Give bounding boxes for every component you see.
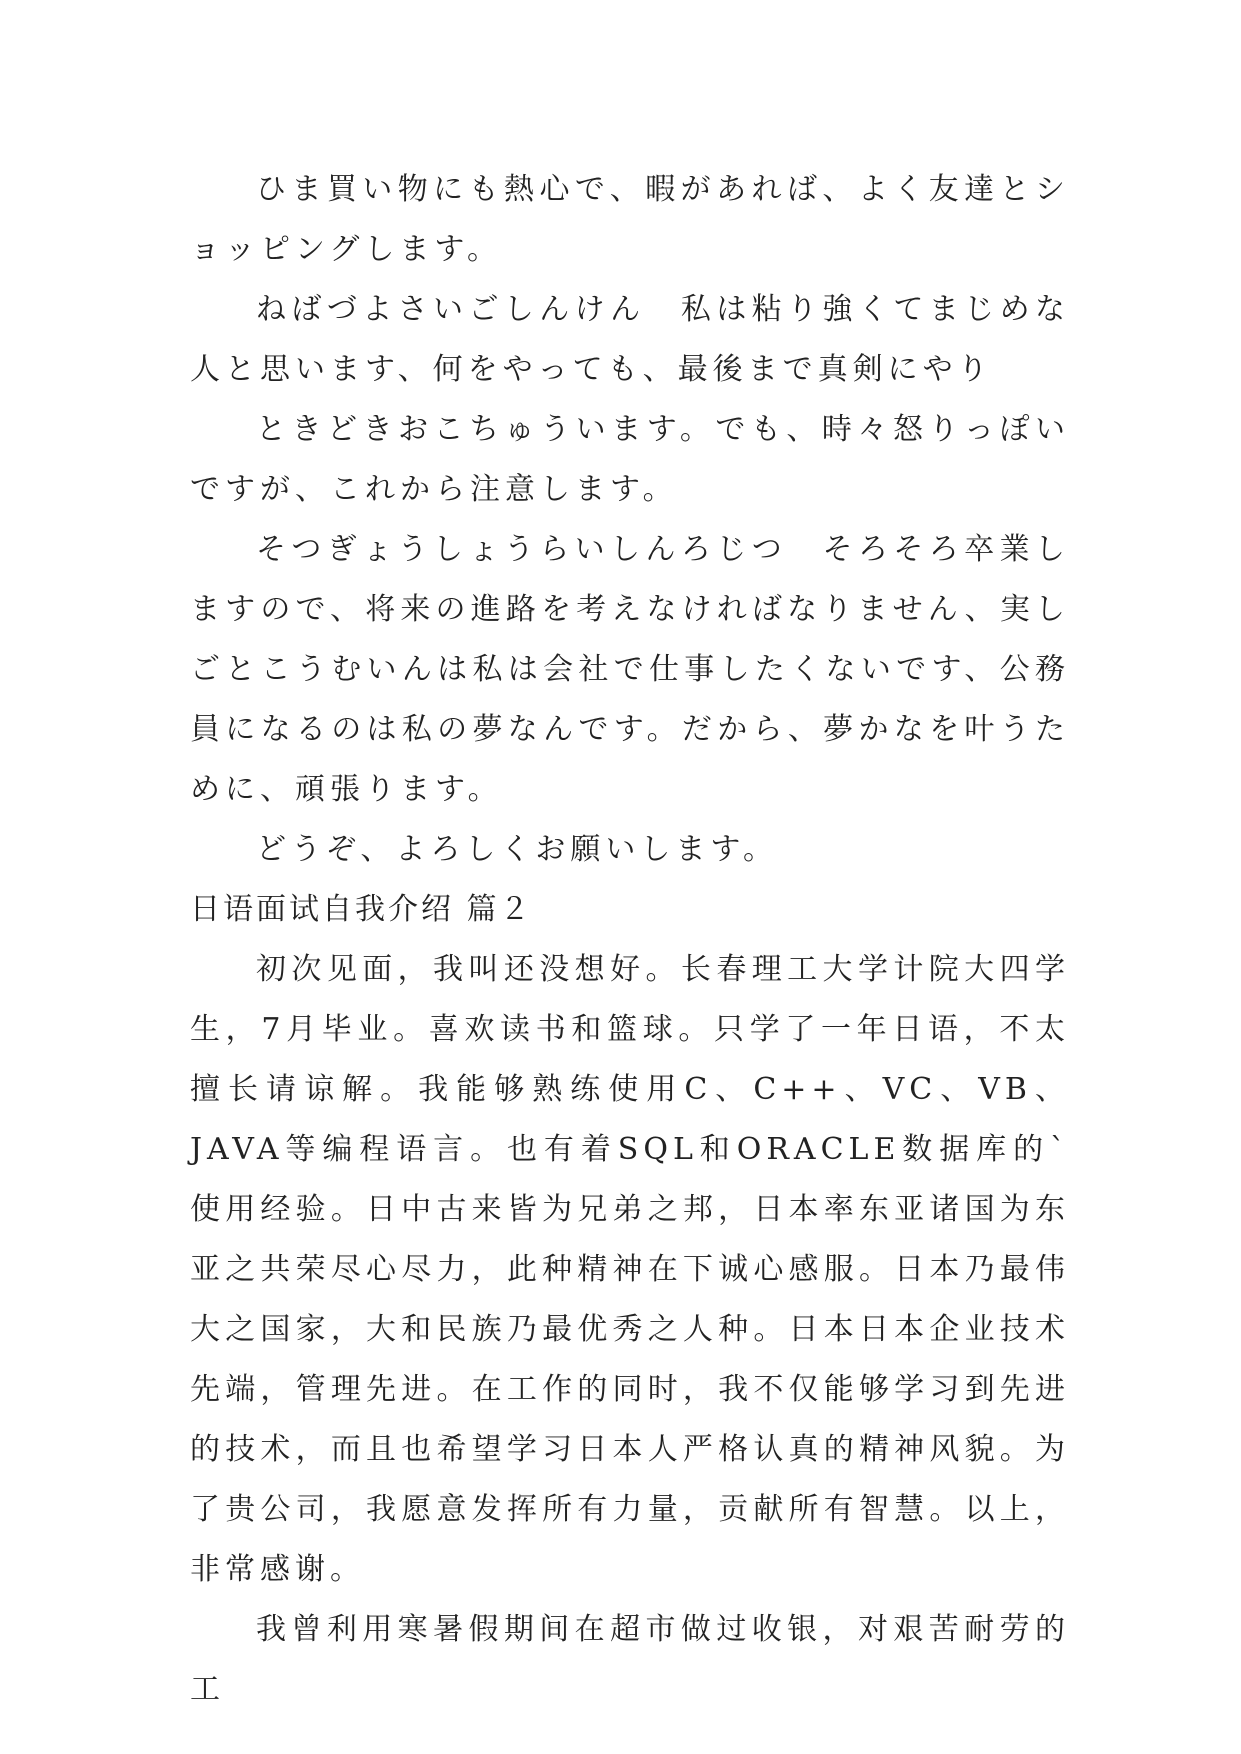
- document-body: [190, 160, 1070, 1720]
- section-heading: 日语面试自我介绍 篇２: [190, 892, 533, 927]
- paragraph: ねばづよさいごしんけん 私は粘り強くてまじめな人と思います、何をやっても、最後まで真剣にやり: [190, 292, 1070, 387]
- paragraph: どうぞ、よろしくお願いします。: [256, 832, 778, 867]
- paragraph: 初次见面，我叫还没想好。长春理工大学计院大四学生，7月毕业。喜欢读书和篮球。只学了一年日语，不太擅长请谅解。我能够熟练使用C、C++、VC、VB、JAVA等编程语言。也有着SQL和ORACLE数据库的`使用经验。日中古来皆为兄弟之邦，日本率东亚诸国为东亚之共荣尽心尽力，此种精神在下诚心感服。日本乃最伟大之国家，大和民族乃最优秀之人种。日本日本企业技术先端，管理先进。在工作的同时，我不仅能够学习到先进的技术，而且也希望学习日本人严格认真的精神风貌。为了贵公司，我愿意发挥所有力量，贡献所有智慧。以上，非常感谢。: [190, 952, 1070, 1587]
- paragraph: 我曾利用寒暑假期间在超市做过收银，对艰苦耐劳的工: [190, 1612, 1070, 1707]
- paragraph: ひま買い物にも熱心で、暇があれば、よく友達とショッピングします。: [190, 172, 1070, 267]
- paragraph: そつぎょうしょうらいしんろじつ そろそろ卒業しますので、将来の進路を考えなければなりません、実しごとこうむいんは私は会社で仕事したくないです、公務員になるのは私の夢なんです。だから、夢かなを叶うために、頑張ります。: [190, 532, 1070, 807]
- paragraph: ときどきおこちゅういます。でも、時々怒りっぽいですが、これから注意します。: [190, 412, 1070, 507]
